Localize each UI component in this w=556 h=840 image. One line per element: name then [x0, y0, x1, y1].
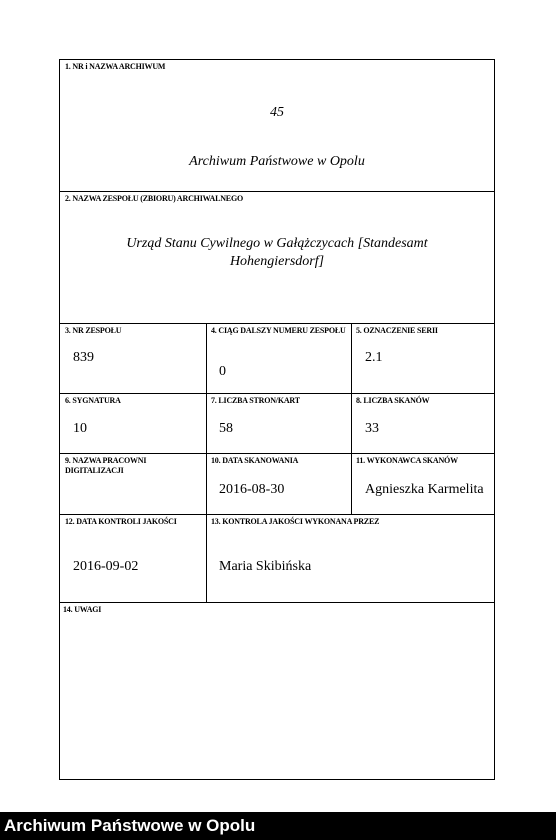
pages-count-value: 58	[219, 421, 233, 436]
scan-operator-value: Agnieszka Karmelita	[365, 482, 484, 497]
scans-count-value: 33	[365, 421, 379, 436]
archive-label: 1. NR i NAZWA ARCHIWUM	[65, 62, 166, 71]
fonds-name-label: 2. NAZWA ZESPOŁU (ZBIORU) ARCHIWALNEGO	[65, 194, 243, 203]
scan-date-value: 2016-08-30	[219, 482, 285, 497]
scan-operator-label: 11. WYKONAWCA SKANÓW	[356, 456, 458, 465]
series-cell	[351, 323, 494, 393]
scans-count-cell	[351, 393, 494, 453]
fonds-continuation-cell	[206, 323, 351, 393]
fonds-continuation-label: 4. CIĄG DALSZY NUMERU ZESPOŁU	[211, 326, 346, 335]
series-label: 5. OZNACZENIE SERII	[356, 326, 438, 335]
digitization-lab-label: 9. NAZWA PRACOWNI DIGITALIZACJI	[65, 456, 147, 475]
scan-date-label: 10. DATA SKANOWANIA	[211, 456, 299, 465]
fonds-continuation-value: 0	[219, 364, 226, 379]
qc-date-label: 12. DATA KONTROLI JAKOŚCI	[65, 517, 177, 526]
fonds-name-line1: Urząd Stanu Cywilnego w Gałążczycach [Standesamt	[126, 236, 428, 251]
qc-date-value: 2016-09-02	[73, 559, 139, 574]
remarks-section	[60, 602, 494, 779]
remarks-label: 14. UWAGI	[63, 605, 102, 614]
pages-count-label: 7. LICZBA STRON/KART	[211, 396, 300, 405]
footer-banner: Archiwum Państwowe w Opolu	[0, 812, 556, 840]
fonds-number-value: 839	[73, 350, 94, 365]
fonds-number-cell	[60, 323, 206, 393]
signature-label: 6. SYGNATURA	[65, 396, 121, 405]
fonds-name-line2: Hohengiersdorf]	[229, 254, 325, 269]
scan-date-cell	[206, 453, 351, 514]
qc-performer-label: 13. KONTROLA JAKOŚCI WYKONANA PRZEZ	[211, 517, 380, 526]
qc-performer-value: Maria Skibińska	[219, 559, 312, 574]
signature-cell	[60, 393, 206, 453]
fonds-name-section	[60, 191, 494, 323]
archive-number: 45	[270, 105, 284, 120]
signature-value: 10	[73, 421, 87, 436]
pages-count-cell	[206, 393, 351, 453]
archive-section	[60, 60, 494, 191]
scan-operator-cell	[351, 453, 494, 514]
scans-count-label: 8. LICZBA SKANÓW	[356, 396, 430, 405]
metadata-form	[59, 59, 495, 780]
series-value: 2.1	[365, 350, 383, 365]
qc-performer-cell	[206, 514, 494, 602]
fonds-number-label: 3. NR ZESPOŁU	[65, 326, 122, 335]
archive-name: Archiwum Państwowe w Opolu	[189, 154, 365, 169]
qc-date-cell	[60, 514, 206, 602]
digitization-lab-cell	[60, 453, 206, 514]
